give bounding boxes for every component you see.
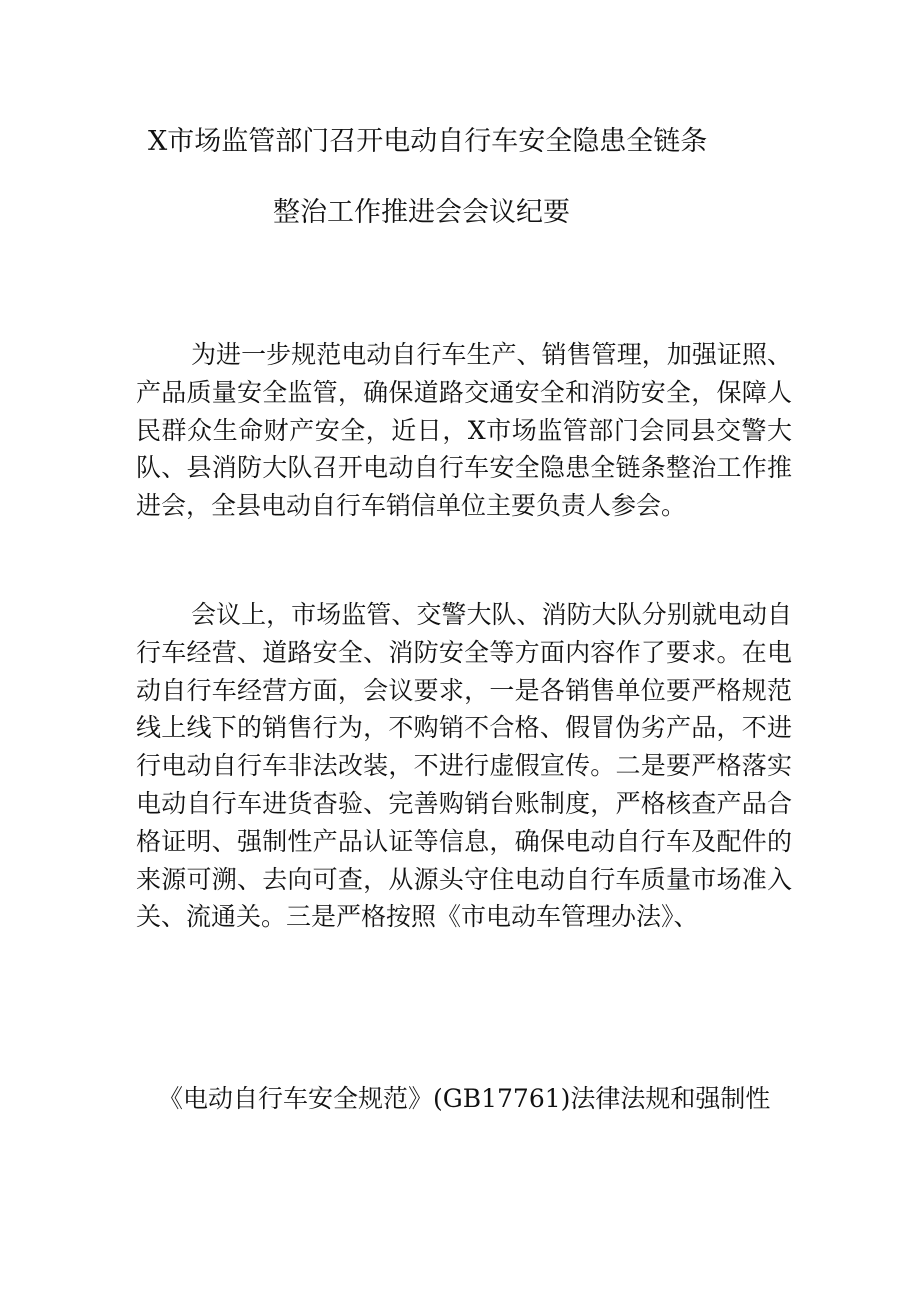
body-paragraph-3: 《电动自行车安全规范》(GB17761)法律法规和强制性	[158, 1084, 771, 1113]
body-paragraph-1: 为进一步规范电动自行车生产、销售管理，加强证照、产品质量安全监管，确保道路交通安全和消防安全，保障人民群众生命财产安全，近日，X市场监管部门会同县交警大队、县消防大队召开电动自行车安全隐患全链条整治工作推进会，全县电动自行车销信单位主要负责人参会。	[136, 340, 792, 521]
document-title-line-2: 整治工作推进会会议纪要	[273, 197, 570, 228]
document-title-line-1: X市场监管部门召开电动自行车安全隐患全链条	[148, 126, 708, 157]
body-paragraph-2: 会议上，市场监管、交警大队、消防大队分别就电动自行车经营、道路安全、消防安全等方面内容作了要求。在电动自行车经营方面，会议要求，一是各销售单位要严格规范线上线下的销售行为，不购销不合格、假冒伪劣产品，不进行电动自行车非法改装，不进行虚假宣传。二是要严格落实电动自行车进货杳验、完善购销台账制度，严格核查产品合格证明、强制性产品认证等信息，确保电动自行车及配件的来源可溯、去向可查，从源头守住电动自行车质量市场准入关、流通关。三是严格按照《市电动车管理办法》、	[136, 600, 792, 932]
